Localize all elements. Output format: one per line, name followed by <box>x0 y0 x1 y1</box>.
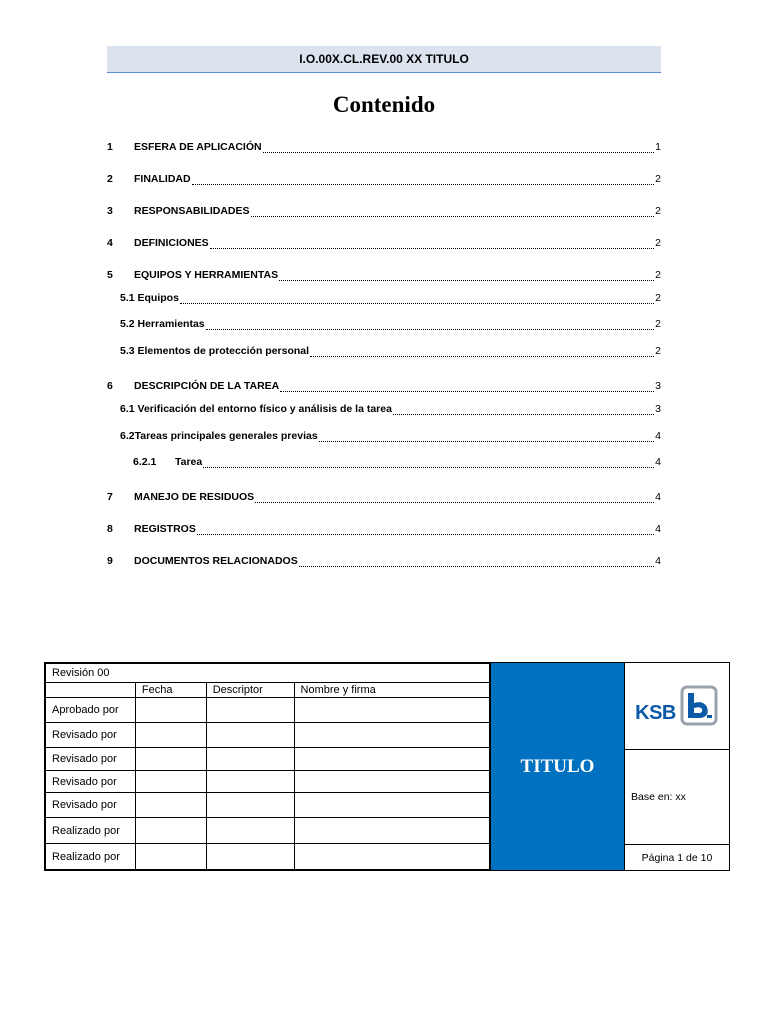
toc-subentry[interactable]: 6.2.1 Tarea 4 <box>133 456 661 468</box>
toc-entry-label: 5.2 Herramientas <box>120 318 205 330</box>
descriptor-cell[interactable] <box>206 818 294 844</box>
toc-page-number: 4 <box>655 555 661 567</box>
toc-entry[interactable]: 8 REGISTROS 4 <box>107 523 661 535</box>
date-cell[interactable] <box>135 771 206 793</box>
row-label: Revisado por <box>46 748 136 771</box>
column-header: Nombre y firma <box>294 683 489 698</box>
toc-leader <box>299 557 654 567</box>
signature-cell[interactable] <box>294 771 489 793</box>
toc-entry-label: DOCUMENTOS RELACIONADOS <box>134 555 298 567</box>
toc-entry-label: REGISTROS <box>134 523 196 535</box>
page-indicator: Página 1 de 10 <box>641 851 713 864</box>
row-label: Revisado por <box>46 793 136 818</box>
toc-subentry[interactable] <box>120 290 661 304</box>
toc-entry-label: Tarea <box>175 456 203 468</box>
row-label: Realizado por <box>46 818 136 844</box>
toc-page-number: 3 <box>655 403 661 415</box>
revision-footer <box>44 662 730 871</box>
date-cell[interactable] <box>135 844 206 870</box>
toc-leader <box>206 320 655 330</box>
row-label: Revisado por <box>46 723 136 748</box>
toc-leader <box>192 175 655 185</box>
toc-leader <box>210 239 654 249</box>
toc-page-number: 2 <box>655 318 661 330</box>
row-label: Revisado por <box>46 771 136 793</box>
signature-cell[interactable] <box>294 793 489 818</box>
toc-entry-label: 6.1 Verificación del entorno físico y análisis de la tarea <box>120 403 392 415</box>
toc-page-number: 2 <box>655 173 661 185</box>
signature-cell[interactable] <box>294 748 489 771</box>
toc-leader <box>393 405 654 415</box>
toc-subentry[interactable] <box>120 343 661 357</box>
descriptor-cell[interactable] <box>206 698 294 723</box>
toc-leader <box>197 525 654 535</box>
descriptor-cell[interactable] <box>206 748 294 771</box>
base-info: Base en: xx <box>625 749 729 845</box>
date-cell[interactable] <box>135 698 206 723</box>
toc-page-number: 4 <box>655 430 661 442</box>
document-code-title: I.O.00X.CL.REV.00 XX TITULO <box>299 52 469 66</box>
toc-leader <box>263 143 655 153</box>
toc-entry-label: EQUIPOS Y HERRAMIENTAS <box>134 269 279 281</box>
date-cell[interactable] <box>135 793 206 818</box>
toc-leader <box>203 458 654 468</box>
toc-entry[interactable]: 6 DESCRIPCIÓN DE LA TAREA 3 <box>107 380 661 392</box>
toc-page-number: 4 <box>655 523 661 535</box>
toc-page-number: 2 <box>655 205 661 217</box>
column-header: Fecha <box>135 683 206 698</box>
toc-entry-label: DESCRIPCIÓN DE LA TAREA <box>134 380 280 392</box>
document-header <box>107 46 661 73</box>
descriptor-cell[interactable] <box>206 723 294 748</box>
toc-leader <box>310 347 654 357</box>
toc-leader <box>319 432 654 442</box>
date-cell[interactable] <box>135 748 206 771</box>
toc-heading: Contenido <box>332 92 436 117</box>
ksb-b-icon <box>679 685 719 727</box>
toc-subentry[interactable] <box>120 401 661 415</box>
row-label: Realizado por <box>46 844 136 870</box>
toc-page-number: 4 <box>655 491 661 503</box>
column-header: Descriptor <box>206 683 294 698</box>
toc-entry-label: 5.3 Elementos de protección personal <box>120 345 310 357</box>
toc-page-number: 4 <box>655 456 661 468</box>
revision-label: Revisión 00 <box>46 664 490 683</box>
toc-entry-label: FINALIDAD <box>134 173 191 185</box>
toc-page-number: 2 <box>655 237 661 249</box>
row-label: Aprobado por <box>46 698 136 723</box>
toc-entry[interactable]: 4 DEFINICIONES 2 <box>107 237 661 249</box>
toc-leader <box>180 294 654 304</box>
toc-entry[interactable]: 5 EQUIPOS Y HERRAMIENTAS 2 <box>107 269 661 281</box>
toc-leader <box>255 493 654 503</box>
toc-page-number: 3 <box>655 380 661 392</box>
toc-leader <box>280 382 654 392</box>
document-title-block <box>490 663 625 870</box>
toc-entry[interactable]: 1 ESFERA DE APLICACIÓN 1 <box>107 141 661 153</box>
empty-cell <box>46 683 136 698</box>
toc-entry-label: 6.2Tareas principales generales previas <box>120 430 318 442</box>
toc-entry-label: RESPONSABILIDADES <box>134 205 250 217</box>
toc-subentry[interactable] <box>120 428 661 442</box>
descriptor-cell[interactable] <box>206 793 294 818</box>
descriptor-cell[interactable] <box>206 844 294 870</box>
toc-page-number: 2 <box>655 345 661 357</box>
signature-cell[interactable] <box>294 818 489 844</box>
signature-cell[interactable] <box>294 723 489 748</box>
toc-leader <box>251 207 655 217</box>
toc-entry-label: 5.1 Equipos <box>120 292 179 304</box>
date-cell[interactable] <box>135 818 206 844</box>
descriptor-cell[interactable] <box>206 771 294 793</box>
toc-entry-label: ESFERA DE APLICACIÓN <box>134 141 262 153</box>
toc-entry[interactable]: 3 RESPONSABILIDADES 2 <box>107 205 661 217</box>
signature-cell[interactable] <box>294 844 489 870</box>
toc-entry[interactable]: 9 DOCUMENTOS RELACIONADOS 4 <box>107 555 661 567</box>
toc-entry-label: MANEJO DE RESIDUOS <box>134 491 255 503</box>
toc-page-number: 1 <box>655 141 661 153</box>
date-cell[interactable] <box>135 723 206 748</box>
toc-page-number: 2 <box>655 269 661 281</box>
revision-table <box>45 663 490 870</box>
document-title: TITULO <box>520 755 595 777</box>
toc-entry[interactable]: 2 FINALIDAD 2 <box>107 173 661 185</box>
toc-page-number: 2 <box>655 292 661 304</box>
signature-cell[interactable] <box>294 698 489 723</box>
toc-entry-label: DEFINICIONES <box>134 237 209 249</box>
toc-entry[interactable]: 7 MANEJO DE RESIDUOS 4 <box>107 491 661 503</box>
ksb-logo <box>625 663 729 750</box>
toc-subentry[interactable] <box>120 316 661 330</box>
ksb-logo-text: KSB <box>635 701 676 724</box>
toc-leader <box>279 271 654 281</box>
